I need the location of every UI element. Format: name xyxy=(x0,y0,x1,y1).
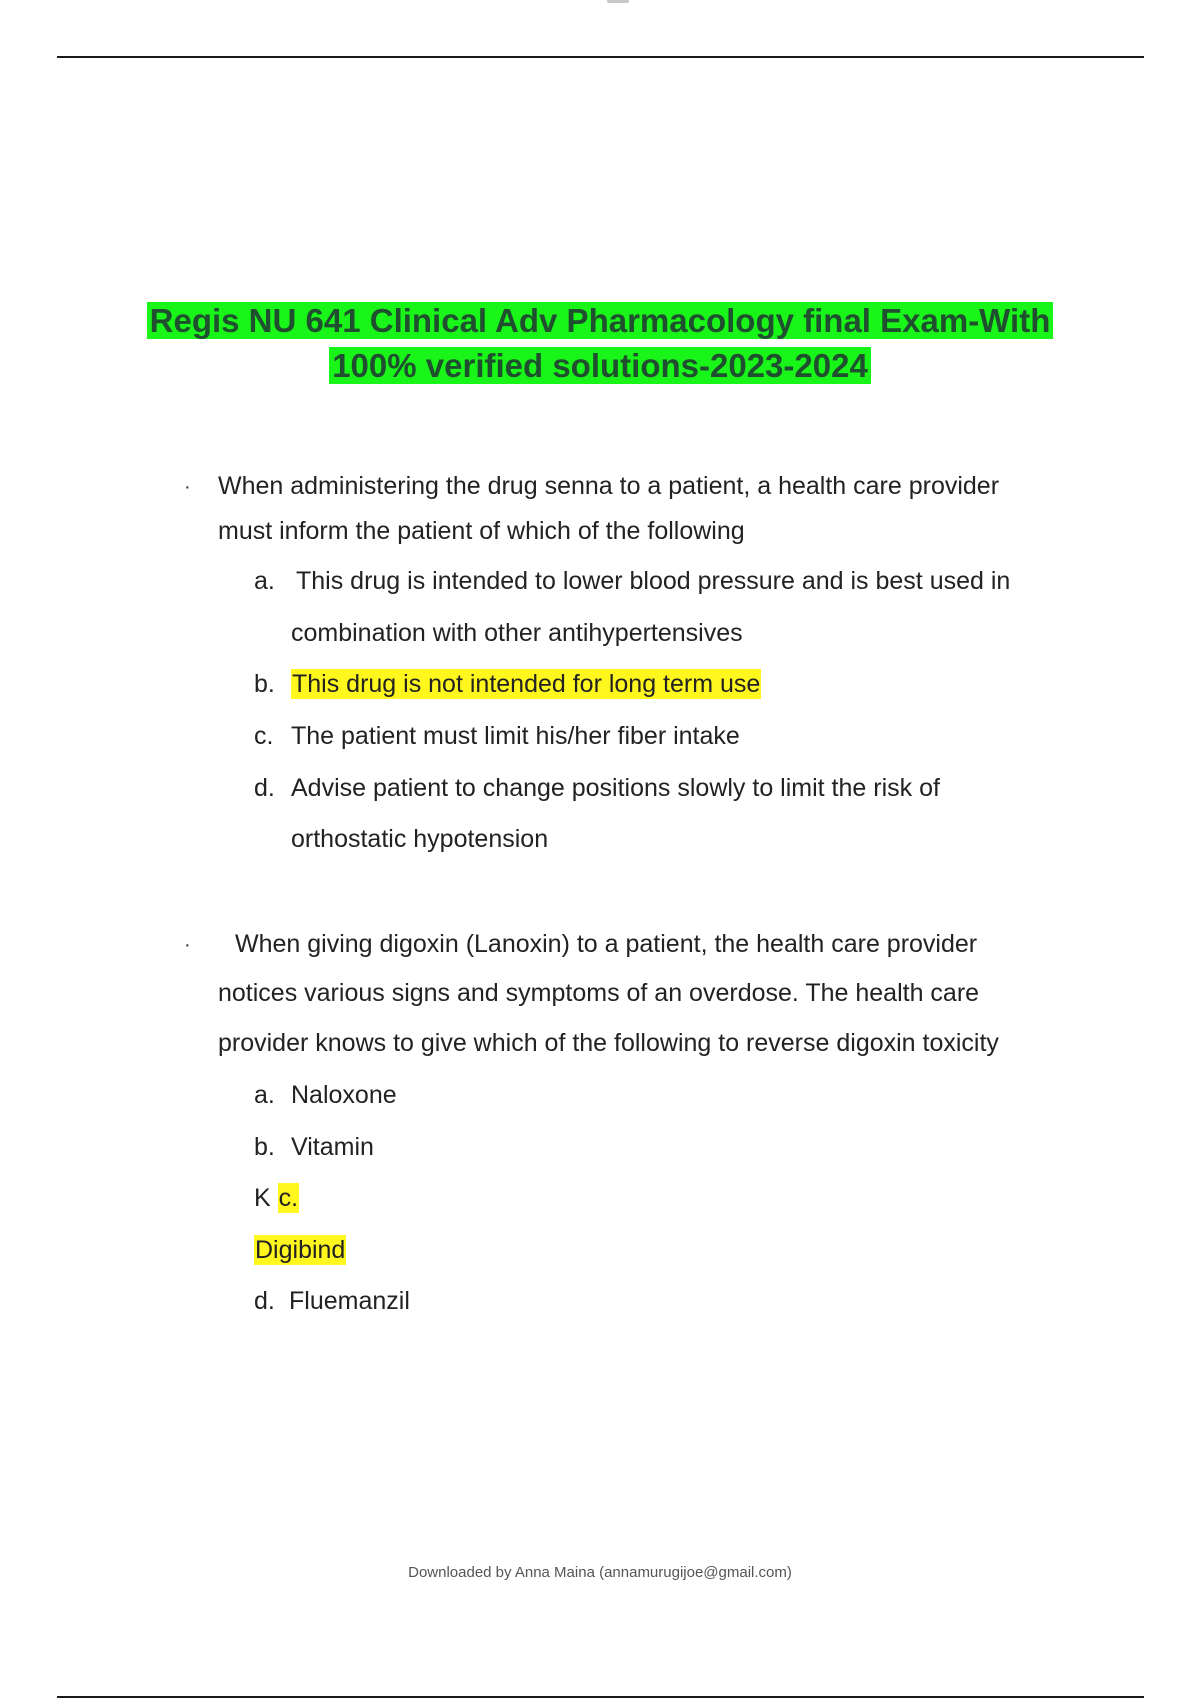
q2-correct-answer-highlight: Digibind xyxy=(255,1236,346,1264)
question-1-bullet: · xyxy=(184,476,191,498)
download-footer: Downloaded by Anna Maina (annamurugijoe@gmail.com) xyxy=(408,1564,792,1581)
q2-option-d-marker: d. xyxy=(254,1287,275,1315)
title-line-1: Regis NU 641 Clinical Adv Pharmacology final Exam-With xyxy=(147,302,1054,339)
question-1-stem-line-1: When administering the drug senna to a patient, a health care provider xyxy=(218,472,1000,500)
q1-option-a-line-1: This drug is intended to lower blood pressure and is best used in xyxy=(296,567,1011,595)
q1-option-b-marker: b. xyxy=(254,670,275,698)
question-2-stem-line-1: When giving digoxin (Lanoxin) to a patient, the health care provider xyxy=(235,930,978,958)
q2-option-c-marker: c. xyxy=(278,1184,299,1212)
q2-option-a-marker: a. xyxy=(254,1081,275,1109)
q1-option-b-text xyxy=(291,670,761,699)
header-rule xyxy=(57,56,1144,58)
title-line-2: 100% verified solutions-2023-2024 xyxy=(329,347,871,384)
q1-option-d-line-2: orthostatic hypotension xyxy=(291,825,549,853)
q1-correct-answer-highlight: This drug is not intended for long term use xyxy=(292,670,761,698)
document-title xyxy=(60,298,1140,388)
question-2-stem-line-3: provider knows to give which of the following to reverse digoxin toxicity xyxy=(218,1029,999,1057)
q2-option-c-text xyxy=(254,1236,346,1265)
footer-rule xyxy=(57,1696,1144,1698)
q1-option-d-marker: d. xyxy=(254,774,275,802)
q2-option-b-text: Vitamin xyxy=(291,1133,374,1161)
question-2-bullet: · xyxy=(184,934,191,956)
q2-option-c-prefix: K xyxy=(254,1184,271,1212)
q1-option-a-line-2: combination with other antihypertensives xyxy=(291,619,743,647)
q1-option-c-text: The patient must limit his/her fiber intake xyxy=(291,722,740,750)
q1-option-d-line-1: Advise patient to change positions slowly to limit the risk of xyxy=(291,774,940,802)
q1-option-a-marker: a. xyxy=(254,567,275,595)
q2-option-c-line xyxy=(254,1184,299,1213)
q1-option-c-marker: c. xyxy=(254,722,274,750)
page-top-mark xyxy=(607,0,629,3)
question-1-stem-line-2: must inform the patient of which of the following xyxy=(218,517,745,545)
q2-option-a-text: Naloxone xyxy=(291,1081,397,1109)
question-2-stem-line-2: notices various signs and symptoms of an overdose. The health care xyxy=(218,979,980,1007)
q2-option-d-text: Fluemanzil xyxy=(289,1287,410,1315)
q2-option-b-marker: b. xyxy=(254,1133,275,1161)
